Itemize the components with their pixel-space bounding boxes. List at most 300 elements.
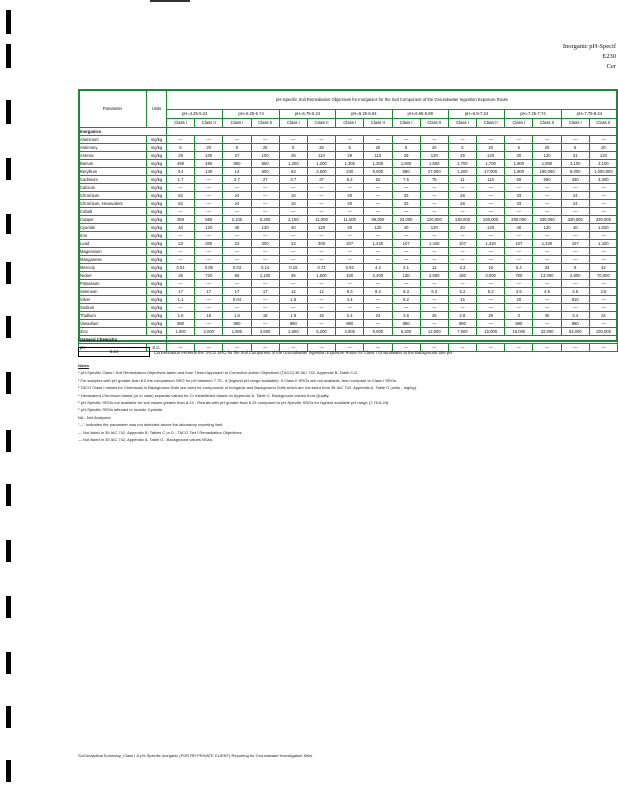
value-cell: — <box>167 184 195 192</box>
value-cell: 300 <box>195 240 223 248</box>
value-cell: 110 <box>307 152 335 160</box>
value-cell: 1.8 <box>279 312 307 320</box>
class-header: Class I <box>448 119 476 128</box>
value-cell: 4.5 <box>505 288 533 296</box>
value-cell: 120 <box>307 224 335 232</box>
value-cell: 11 <box>448 176 476 184</box>
value-cell: 180,000 <box>533 168 561 176</box>
value-cell: — <box>448 256 476 264</box>
value-cell: 490 <box>195 160 223 168</box>
value-cell: 130 <box>392 272 420 280</box>
value-cell: — <box>307 200 335 208</box>
value-cell: — <box>307 256 335 264</box>
value-cell: — <box>505 136 533 144</box>
table-row <box>79 240 618 248</box>
value-cell: 27 <box>223 152 251 160</box>
value-cell: — <box>223 344 251 352</box>
value-cell: 1,420 <box>364 240 392 248</box>
units-cell: mg/kg <box>147 144 167 152</box>
table-row <box>79 136 618 144</box>
parameter-cell: Aluminum <box>79 136 147 144</box>
value-cell: 2,500 <box>420 272 448 280</box>
value-cell: — <box>364 256 392 264</box>
ph-range-header: pH=7.25-7.74 <box>505 110 561 119</box>
value-cell: 9,000 <box>364 168 392 176</box>
value-cell: 4,500 <box>336 328 364 336</box>
value-cell: — <box>589 304 617 312</box>
value-cell: — <box>505 344 533 352</box>
value-cell: — <box>448 232 476 240</box>
value-cell: 1,800 <box>505 160 533 168</box>
value-cell: 3.4 <box>561 312 589 320</box>
parameter-cell: Iron <box>79 232 147 240</box>
value-cell: — <box>448 344 476 352</box>
value-cell: 720 <box>195 272 223 280</box>
table-row <box>79 232 618 240</box>
value-cell: — <box>392 208 420 216</box>
value-cell: — <box>505 256 533 264</box>
section-row <box>79 128 618 136</box>
value-cell: — <box>561 208 589 216</box>
value-cell: 40 <box>336 192 364 200</box>
value-cell: 5 <box>505 144 533 152</box>
value-cell: 1,700 <box>477 160 505 168</box>
value-cell: — <box>307 184 335 192</box>
value-cell: 100 <box>195 152 223 160</box>
value-cell: 100 <box>251 152 279 160</box>
table-row <box>79 296 618 304</box>
value-cell: — <box>336 344 364 352</box>
value-cell: — <box>477 232 505 240</box>
value-cell: — <box>279 232 307 240</box>
parameter-cell: Chromium <box>79 192 147 200</box>
value-cell: 120 <box>533 224 561 232</box>
value-cell: — <box>364 280 392 288</box>
value-cell: 2.6 <box>392 312 420 320</box>
value-cell: 20 <box>251 144 279 152</box>
value-cell: — <box>223 248 251 256</box>
section-label: Inorganics <box>79 128 167 136</box>
value-cell: 2,100 <box>223 216 251 224</box>
value-cell: 1,600 <box>392 160 420 168</box>
value-cell: 107 <box>505 240 533 248</box>
value-cell: 2,100 <box>561 160 589 168</box>
table-title: pH-Specific Soil Remediation Objectives for Inorganics for the Soil Component of the Groundwater Ingestion Exposure Route <box>167 91 618 110</box>
value-cell: — <box>477 256 505 264</box>
parameter-cell: Silver <box>79 296 147 304</box>
value-cell: — <box>589 200 617 208</box>
legend-swatch: 6.24 <box>78 347 150 357</box>
col-units: Units <box>147 91 167 128</box>
value-cell: — <box>533 296 561 304</box>
units-cell: mg/kg <box>147 256 167 264</box>
value-cell: 13,000 <box>533 272 561 280</box>
value-cell: 36 <box>279 272 307 280</box>
value-cell: — <box>589 208 617 216</box>
parameter-cell: Nickel <box>79 272 147 280</box>
value-cell: 1,200 <box>448 168 476 176</box>
value-cell: 1,700 <box>448 160 476 168</box>
value-cell: — <box>420 280 448 288</box>
units-cell: mg/kg <box>147 160 167 168</box>
value-cell: 5,200 <box>307 328 335 336</box>
value-cell: — <box>392 280 420 288</box>
value-cell: — <box>251 280 279 288</box>
units-cell: S.U. <box>147 344 167 352</box>
note-line: * pH-Specific Class I Soil Remediation Objectives taken and from Tiered Approach to Corrective Action Objectives (TACO) 35 IAC 742, Appendix B, Table C-D. <box>78 370 359 376</box>
class-header: Class I <box>561 119 589 128</box>
value-cell: — <box>336 256 364 264</box>
value-cell: — <box>336 304 364 312</box>
value-cell: — <box>448 304 476 312</box>
value-cell: — <box>223 136 251 144</box>
value-cell: — <box>167 248 195 256</box>
value-cell: 34 <box>589 312 617 320</box>
value-cell: 200,000 <box>505 216 533 224</box>
value-cell: — <box>420 200 448 208</box>
value-cell: 0.14 <box>251 264 279 272</box>
value-cell: — <box>251 296 279 304</box>
value-cell: — <box>589 184 617 192</box>
value-cell: 16 <box>279 192 307 200</box>
value-cell: 8.2 <box>392 296 420 304</box>
parameter-cell: Cadmium <box>79 176 147 184</box>
value-cell: 33 <box>392 200 420 208</box>
value-cell: — <box>589 232 617 240</box>
value-cell: — <box>561 184 589 192</box>
value-cell: 40 <box>336 224 364 232</box>
value-cell: 11,000 <box>336 216 364 224</box>
value-cell: 5.2 <box>336 176 364 184</box>
value-cell: — <box>477 344 505 352</box>
value-cell: 18 <box>251 312 279 320</box>
units-cell: mg/kg <box>147 208 167 216</box>
value-cell: — <box>307 344 335 352</box>
value-cell: 580 <box>195 216 223 224</box>
units-cell: mg/kg <box>147 136 167 144</box>
value-cell: — <box>420 232 448 240</box>
units-cell: mg/kg <box>147 248 167 256</box>
value-cell: 33 <box>505 192 533 200</box>
value-cell: 6.3 <box>420 288 448 296</box>
value-cell: — <box>589 256 617 264</box>
class-header: Class II <box>589 119 617 128</box>
table-row <box>79 320 618 328</box>
value-cell: 9 <box>561 264 589 272</box>
value-cell: 1,020 <box>589 224 617 232</box>
value-cell: — <box>505 184 533 192</box>
value-cell: 14 <box>223 168 251 176</box>
value-cell: — <box>251 320 279 328</box>
value-cell: 430 <box>561 176 589 184</box>
value-cell: 23 <box>279 240 307 248</box>
parameter-cell: Barium <box>79 160 147 168</box>
value-cell: 30 <box>505 152 533 160</box>
value-cell: 1,420 <box>589 240 617 248</box>
value-cell: 330,000 <box>533 216 561 224</box>
value-cell: 12 <box>279 288 307 296</box>
value-cell: — <box>251 248 279 256</box>
table-row <box>79 192 618 200</box>
notes <box>78 362 578 443</box>
value-cell: — <box>420 136 448 144</box>
value-cell: — <box>279 256 307 264</box>
value-cell: 62 <box>167 192 195 200</box>
value-cell: 5 <box>223 144 251 152</box>
value-cell: — <box>477 296 505 304</box>
value-cell: 8.3 <box>336 288 364 296</box>
value-cell: — <box>251 200 279 208</box>
value-cell: 20 <box>364 144 392 152</box>
value-cell: — <box>364 184 392 192</box>
value-cell: 30 <box>533 312 561 320</box>
value-cell: — <box>251 208 279 216</box>
value-cell: — <box>223 280 251 288</box>
class-header: Class II <box>195 119 223 128</box>
units-cell: mg/kg <box>147 296 167 304</box>
value-cell: 12 <box>420 264 448 272</box>
value-cell: 107 <box>392 240 420 248</box>
parameter-cell: Zinc <box>79 328 147 336</box>
value-cell: 20 <box>307 144 335 152</box>
value-cell: — <box>477 280 505 288</box>
value-cell: — <box>477 208 505 216</box>
class-header: Class I <box>392 119 420 128</box>
value-cell: — <box>307 280 335 288</box>
value-cell: — <box>533 200 561 208</box>
value-cell: 490 <box>167 160 195 168</box>
value-cell: — <box>589 248 617 256</box>
value-cell: 59,000 <box>364 216 392 224</box>
value-cell: 980 <box>561 320 589 328</box>
value-cell: — <box>336 248 364 256</box>
value-cell: — <box>420 296 448 304</box>
value-cell: 4.4 <box>336 296 364 304</box>
value-cell: 120 <box>533 152 561 160</box>
value-cell: 31 <box>561 152 589 160</box>
value-cell: 6.3 <box>392 288 420 296</box>
value-cell: 300 <box>251 240 279 248</box>
class-header: Class II <box>420 119 448 128</box>
value-cell: 20 <box>477 144 505 152</box>
value-cell: — <box>533 192 561 200</box>
parameter-cell: Beryllium <box>79 168 147 176</box>
value-cell: — <box>561 248 589 256</box>
value-cell: 1,600 <box>420 160 448 168</box>
parameter-cell: Selenium <box>79 288 147 296</box>
value-cell: 1,500 <box>307 272 335 280</box>
value-cell: 26 <box>420 312 448 320</box>
value-cell: 120 <box>420 224 448 232</box>
note-line: NA - Not Analyzed <box>78 414 111 420</box>
value-cell: — <box>195 304 223 312</box>
header-number: E230 <box>602 53 616 60</box>
value-cell: — <box>533 280 561 288</box>
value-cell: — <box>420 184 448 192</box>
value-cell: 110 <box>477 176 505 184</box>
parameter-cell: Cyanide <box>79 224 147 232</box>
value-cell: — <box>561 136 589 144</box>
value-cell: 120 <box>420 152 448 160</box>
value-cell: — <box>307 248 335 256</box>
value-cell: — <box>307 320 335 328</box>
value-cell: 40 <box>223 224 251 232</box>
value-cell: — <box>505 280 533 288</box>
value-cell: 5 <box>448 144 476 152</box>
value-cell: — <box>420 320 448 328</box>
value-cell: 1,100 <box>251 272 279 280</box>
class-header: Class II <box>251 119 279 128</box>
value-cell: 20 <box>533 144 561 152</box>
value-cell: 700 <box>505 272 533 280</box>
value-cell: — <box>561 280 589 288</box>
parameter-cell: Copper <box>79 216 147 224</box>
value-cell: 33 <box>505 200 533 208</box>
value-cell: 810 <box>561 296 589 304</box>
value-cell: 1,420 <box>533 240 561 248</box>
table-row <box>79 144 618 152</box>
value-cell: — <box>167 208 195 216</box>
units-cell: mg/kg <box>147 272 167 280</box>
value-cell: — <box>477 320 505 328</box>
table-row <box>79 176 618 184</box>
class-header: Class I <box>336 119 364 128</box>
value-cell: 180 <box>448 272 476 280</box>
value-cell: 40 <box>561 224 589 232</box>
value-cell: — <box>223 304 251 312</box>
parameter-cell: Mercury <box>79 264 147 272</box>
value-cell: 3.4 <box>167 168 195 176</box>
units-cell: mg/kg <box>147 304 167 312</box>
value-cell: — <box>477 136 505 144</box>
value-cell: — <box>307 232 335 240</box>
section-filler <box>167 128 618 136</box>
ph-range-header: pH=7.75-8.24 <box>561 110 617 119</box>
value-cell: 28 <box>279 152 307 160</box>
value-cell: — <box>364 232 392 240</box>
value-cell: — <box>195 248 223 256</box>
value-cell: — <box>279 280 307 288</box>
value-cell: 1.6 <box>223 312 251 320</box>
value-cell: 1,000,000 <box>589 168 617 176</box>
value-cell: 130,000 <box>448 216 476 224</box>
value-cell: — <box>533 136 561 144</box>
value-cell: 330,000 <box>589 216 617 224</box>
value-cell: — <box>279 136 307 144</box>
value-cell: 4.4 <box>364 264 392 272</box>
table-row <box>79 256 618 264</box>
value-cell: 0.92 <box>336 264 364 272</box>
value-cell: 27,000 <box>420 168 448 176</box>
class-header: Class II <box>477 119 505 128</box>
value-cell: 3.7 <box>279 176 307 184</box>
value-cell: — <box>223 184 251 192</box>
value-cell: — <box>589 192 617 200</box>
parameter-cell: Lead <box>79 240 147 248</box>
value-cell: 1,420 <box>420 240 448 248</box>
value-cell: 3 <box>505 312 533 320</box>
value-cell: 107 <box>336 240 364 248</box>
value-cell: — <box>251 184 279 192</box>
units-cell: mg/kg <box>147 168 167 176</box>
section-filler <box>167 336 618 344</box>
value-cell: — <box>533 320 561 328</box>
value-cell: 1,300 <box>364 160 392 168</box>
value-cell: 107 <box>561 240 589 248</box>
value-cell: 40 <box>167 224 195 232</box>
value-cell: 15,000 <box>477 328 505 336</box>
value-cell: 120 <box>251 224 279 232</box>
value-cell: — <box>392 248 420 256</box>
value-cell: — <box>561 256 589 264</box>
value-cell: 1,800 <box>505 168 533 176</box>
value-cell: — <box>589 320 617 328</box>
value-cell: 350 <box>167 216 195 224</box>
table-row <box>79 304 618 312</box>
parameter-cell: Cobalt <box>79 208 147 216</box>
value-cell: 0.04 <box>223 296 251 304</box>
parameter-cell: Sodium <box>79 304 147 312</box>
value-cell: 1,300 <box>336 160 364 168</box>
value-cell: 2,000 <box>195 328 223 336</box>
value-cell: — <box>307 192 335 200</box>
parameter-cell: Chromium, Hexavalent <box>79 200 147 208</box>
ph-range-header: pH=6.25-6.64 <box>336 110 392 119</box>
value-cell: — <box>448 184 476 192</box>
value-cell: 850 <box>223 160 251 168</box>
units-cell: mg/kg <box>147 152 167 160</box>
value-cell: — <box>477 248 505 256</box>
value-cell: 16,000 <box>505 328 533 336</box>
value-cell: 4,300 <box>589 176 617 184</box>
units-cell: mg/kg <box>147 288 167 296</box>
value-cell: — <box>223 208 251 216</box>
value-cell: — <box>477 304 505 312</box>
value-cell: — <box>392 184 420 192</box>
value-cell: 590 <box>533 176 561 184</box>
value-cell: 17 <box>195 288 223 296</box>
value-cell: 37 <box>307 176 335 184</box>
value-cell: 107 <box>448 240 476 248</box>
value-cell: — <box>195 136 223 144</box>
value-cell: 2.4 <box>336 312 364 320</box>
value-cell: 5,200 <box>251 216 279 224</box>
value-cell: — <box>336 184 364 192</box>
value-cell: 29 <box>448 152 476 160</box>
value-cell: 29 <box>392 152 420 160</box>
value-cell: 17 <box>223 288 251 296</box>
value-cell: — <box>195 208 223 216</box>
value-cell: 1.1 <box>167 296 195 304</box>
value-cell: 18 <box>307 312 335 320</box>
table-row <box>79 248 618 256</box>
value-cell: — <box>195 184 223 192</box>
value-cell: — <box>505 232 533 240</box>
value-cell: 1,800 <box>533 160 561 168</box>
value-cell: 8.3 <box>364 288 392 296</box>
units-cell: mg/kg <box>147 224 167 232</box>
value-cell: 53,000 <box>561 328 589 336</box>
value-cell: — <box>167 136 195 144</box>
value-cell: — <box>364 192 392 200</box>
value-cell: 1.7 <box>167 176 195 184</box>
value-cell: 12,000 <box>420 328 448 336</box>
value-cell: — <box>167 256 195 264</box>
value-cell: — <box>279 344 307 352</box>
value-cell: — <box>195 200 223 208</box>
table-row <box>79 312 618 320</box>
value-cell: — <box>195 232 223 240</box>
